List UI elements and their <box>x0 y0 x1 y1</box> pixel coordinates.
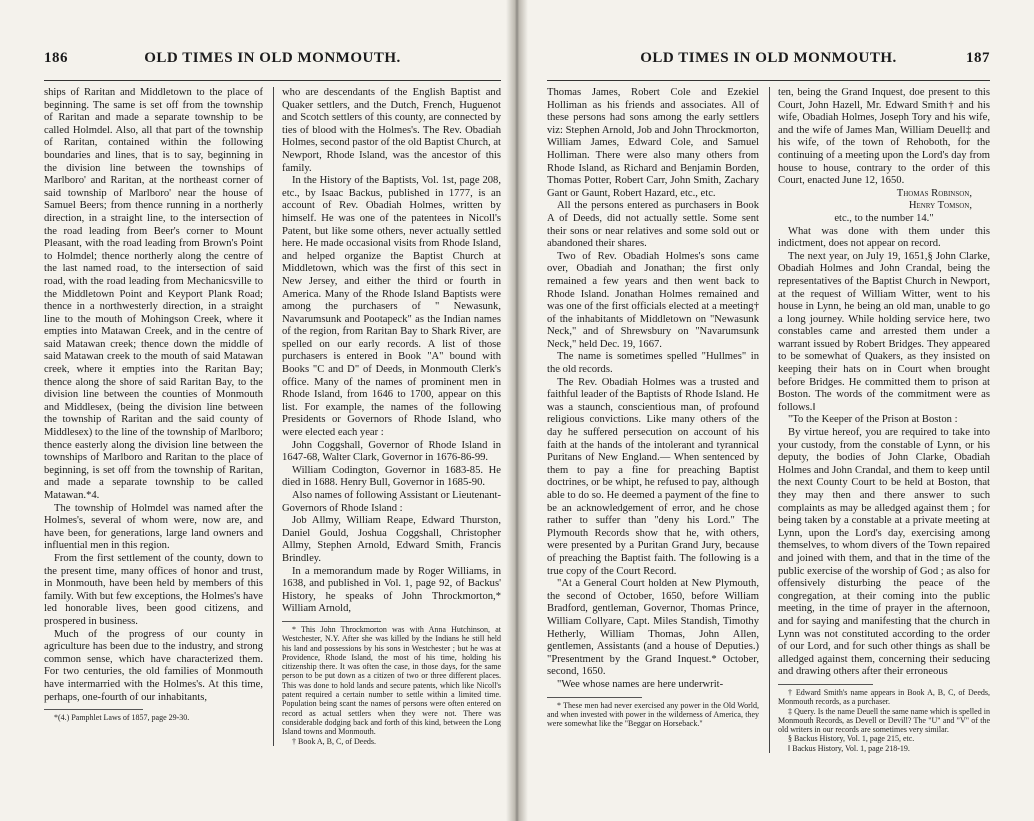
footnote-rule <box>44 709 143 710</box>
running-head <box>44 50 501 74</box>
text-columns <box>547 87 990 753</box>
paragraph: The Rev. Obadiah Holmes was a trusted and faithful leader of the Baptists of Rhode Island. He was a staunch, conscientious man, of profound religious convictions. Like many others of the day he suffered persecution on account of his faith at the hands of the intolerant and tyrannical Puritans of New England.— When sentenced by them to pay a fine for preaching Baptist doctrines, or be whipt, he refused to pay, although able to do so. He deemed a payment of the fine to be an acknowledgement of error, and he chose rather to suffer than "deny his Lord." The Plymouth Records show that he, with others, were presented by a Puritan Grand Jury, because of preaching the Baptist faith. The following is a true copy of the Court Record. <box>547 376 759 577</box>
page-number: 187 <box>966 50 990 66</box>
paragraph: What was done with them under this indictment, does not appear on record. <box>778 225 990 250</box>
paragraph: William Codington, Governor in 1683-85. He died in 1688. Henry Bull, Governor in 1685-90. <box>282 464 501 489</box>
header-rule <box>547 80 990 81</box>
signature-line: Thomas Robinson, <box>896 187 972 199</box>
paragraph: The next year, on July 19, 1651,§ John Clarke, Obadiah Holmes and John Crandal, being the representatives of the Baptist Church in Newport, at the request of William Witter, went to his house in Lynn, he being an old man, unable to go a long journey. While holding service here, two constables came and arrested them under a warrant issued by Robert Bridges. They appeared to be somewhat of Quakers, as they insisted on keeping their hats on in Court when brought before Bridges. He committed them to prison at Boston. The words of the commitment were as follows.‖ <box>778 250 990 413</box>
footnote: ‡ Query. Is the name Deuell the same name which is spelled in Monmouth Records, as Devell or Devill? The "U" and "V" of the old writers in our records are sometimes very similar. <box>778 706 990 735</box>
text-columns <box>44 87 501 746</box>
paragraph: "To the Keeper of the Prison at Boston : <box>788 414 958 426</box>
footnote-rule <box>778 684 873 685</box>
footnote-rule <box>547 697 642 698</box>
footnote: *(4.) Pamphlet Laws of 1857, page 29-30. <box>54 713 190 723</box>
paragraph: John Coggshall, Governor of Rhode Island in 1647-68, Walter Clark, Governor in 1676-86-99. <box>282 439 501 464</box>
footnote: † Edward Smith's name appears in Book A, B, C, of Deeds, Monmouth records, as a purchaser. <box>778 687 990 707</box>
paragraph: Two of Rev. Obadiah Holmes's sons came over, Obadiah and Jonathan; the first only remained a few years and then went back to Rhode Island. Jonathan Holmes remained and was one of the first officials elected at a meeting† of the inhabitants of Middletown on "Newasunk Neck," and of Shrewsbury on "Navarumsunk Neck," held Dec. 19, 1667. <box>547 250 759 350</box>
paragraph: Much of the progress of our county in agriculture has been due to the industry, and strong common sense, which have characterized them. For two centuries, the old families of Monmouth have intermarried with the Holmes's. At this time, perhaps, one-fourth of our inhabitants, <box>44 628 263 703</box>
paragraph: Also names of following Assistant or Lieutenant-Governors of Rhode Island : <box>282 490 501 514</box>
paragraph: From the first settlement of the county, down to the present time, many offices of honor and trust, in Monmouth, have been held by members of this family. With but few exceptions, the Holmes's have led honorable lives, been good citizens, and prospered in business. <box>44 552 263 627</box>
paragraph: Thomas James, Robert Cole and Ezekiel Holliman as his friends and associates. All of these persons had sons among the early settlers viz: Stephen Arnold, Job and John Throckmorton, William James, Edward Cole, and Samuel Holliman. There were also many others from Rhode Island, as Richard and Benjamin Borden, Thomas Potter, Robert Carr, John Smith, Zachary Gant or Gaunt, Robert Hazard, etc., etc. <box>547 87 759 199</box>
right-column <box>273 87 501 746</box>
paragraph: The township of Holmdel was named after the Holmes's, several of whom were, now are, and have been, for generations, large land owners and influential men in this region. <box>44 502 263 552</box>
paragraph: "Wee whose names are here underwrit- <box>557 678 724 690</box>
paragraph: ships of Raritan and Middletown to the place of beginning. The same is set off from the township of Raritan and made a separate township to be called Holmdel. Also, all that part of the township of Raritan, contained within the following boundaries and lines, that is to say, beginning in the division line between the townships of Marlboro' and Raritan, at the northeast corner of said township of Marlboro' near the house of Samuel Beers; from thence running in a northerly direction, in a straight line, to the intersection of the road leading from Beer's corner to Mount Pleasant, with the road leading from Brown's Point to Holmdel; thence northerly along the centre of the last named road, to the intersection of said road, with the road leading from Mechanicsville to the Middletown Point and Keyport Plank Road; thence in a northwesterly direction, in a straight line to the mouth of Mohingson Creek, where it empties into Matawan Creek, and in the centre of said Matawan creek; thence down the middle of said Matawan creek to the mouth of said Matawan creek, where it empties into the Raritan Bay; thence along the shore of said Raritan Bay, to the division line between the counties of Monmouth and Middlesex, (being the division line between the township of Raritan and the said county of Middlesex) to the line of the township of Marlboro; thence easterly along the division line between the townships of Marlboro and Raritan to the place of beginning, is set off from the township of Raritan, and made a separate township to be called Matawan.*4. <box>44 87 263 501</box>
paragraph: In a memorandum made by Roger Williams, in 1638, and published in Vol. 1, page 92, of Backus' History, he speaks of John Throckmorton,* William Arnold, <box>282 565 501 615</box>
paragraph: "At a General Court holden at New Plymouth, the second of October, 1650, before William Bradford, gentleman, Governor, Thomas Prince, William Collyare, Capt. Miles Standish, Timothy Hetherly, William Thomas, John Allen, gentlemen, Assistants (and a house of Deputies.) "Presentment by the Grand Inquest.* October, second, 1650. <box>547 578 759 678</box>
footnote: ‖ Backus History, Vol. 1, page 218-19. <box>788 743 910 753</box>
book-gutter <box>506 0 528 821</box>
running-title: OLD TIMES IN OLD MONMOUTH. <box>640 50 897 66</box>
right-page <box>517 0 1034 821</box>
footnote: * These men had never exercised any power in the Old World, and when invested with power in the wilderness of America, they were somewhat like the "Beggar on Horseback." <box>547 700 759 729</box>
paragraph: By virtue hereof, you are required to take into your custody, from the constable of Lynn, or his deputy, the bodies of John Clarke, Obadiah Holmes and John Crandal, and them to keep until the next County Court to be held at Boston, that they may then and there answer to such complaints as may be alledged against them ; for being taken by a constable at a private meeting at Lynn, upon the Lord's day, exercising among themselves, to whom divers of the Town repaired and joined with them, and that in the time of the public exercise of the worship of God ; as also for offensively disturbing the peace of the congregation, at their coming into the public meeting, in the time of prayer in the afternoon, and for saying and manifesting that the church in Lynn was not constituted according to the order of our Lord, and for such other things as shall be alledged against them, concerning their seducing and drawing others after their erroneous <box>778 427 990 678</box>
running-title: OLD TIMES IN OLD MONMOUTH. <box>144 50 401 66</box>
left-column <box>44 87 263 746</box>
page-number: 186 <box>44 50 68 66</box>
header-rule <box>44 80 501 81</box>
footnote-rule <box>282 621 381 622</box>
signature-line: Henry Tomson, <box>908 200 972 212</box>
paragraph: Job Allmy, William Reape, Edward Thurston, Daniel Gould, Joshua Coggshall, Christopher Allmy, Stephen Arnold, Edward Smith, Francis Brindley. <box>282 515 501 564</box>
right-column <box>769 87 990 753</box>
footnote: * This John Throckmorton was with Anna Hutchinson, at Westchester, N.Y. After she was killed by the Indians he still held his land and possessions by his sons in Westchester ; but he was at Providence, Rhode Island, the most of his time, holding his citizenship there. It was often the case, in those days, for the same person to be put down as a citizen of two or three different places. This was done to hold lands and secure patents, which like Nicoll's patent required a certain number to settle within a limited time. Population being scant the names of persons were often entered on record as actual settlers when they were not. There was considerable dodging back and forth of this kind, between the Long Island towns and Monmouth. <box>282 624 501 737</box>
footnote: † Book A, B, C, of Deeds. <box>292 736 376 746</box>
running-head <box>547 50 990 74</box>
paragraph: ten, being the Grand Inquest, doe present to this Court, John Hazell, Mr. Edward Smith† and his wife, Obadiah Holmes, Joseph Tory and his wife, and the wife of James Man, William Deuell‡ and his wife, of the town of Rehoboth, for the continuing of a meeting upon the Lord's day from house to house, contrary to the order of this Court, enacted June 12, 1650. <box>778 87 990 187</box>
paragraph: who are descendants of the English Baptist and Quaker settlers, and the Dutch, French, Huguenot and Scotch settlers of this county, are connected by ties of blood with the Holmes's. The Rev. Obadiah Holmes, second pastor of the old Baptist Church, at Newport, Rhode Island, was the ancestor of this family. <box>282 87 501 174</box>
paragraph: In the History of the Baptists, Vol. 1st, page 208, etc., by Isaac Backus, published in 1777, is an account of Rev. Obadiah Holmes, written by himself. He was one of the patentees in Nicoll's Patent, but like some others, never actually settled here. He made occasional visits from Rhode Island, and helped organize the Baptist Church at Middletown, which was the first of this sect in New Jersey, and either the third or fourth in America. Many of the Rhode Island Baptists were among the purchasers of " Newasunk, Navarumsunk and Pootapeck" as the Indian names of the region, from Raritan Bay to Shark River, are spelled on our early records. A list of those purchasers is entered in Book "A" bound with Books "C and D" of Deeds, in Monmouth Clerk's office. Many of the names of prominent men in Rhode Island, from 1646 to 1700, appear on this list. For example, the names of the following Presidents or Governors of Rhode Island, who were elected each year : <box>282 175 501 439</box>
paragraph: etc., to the number 14." <box>834 212 934 224</box>
footnote: § Backus History, Vol. 1, page 215, etc. <box>788 734 915 744</box>
paragraph: The name is sometimes spelled "Hullmes" in the old records. <box>547 351 759 376</box>
left-column <box>547 87 759 753</box>
paragraph: All the persons entered as purchasers in Book A of Deeds, did not actually settle. Some sent their sons or near relatives and some sold out or abandoned their shares. <box>547 200 759 250</box>
